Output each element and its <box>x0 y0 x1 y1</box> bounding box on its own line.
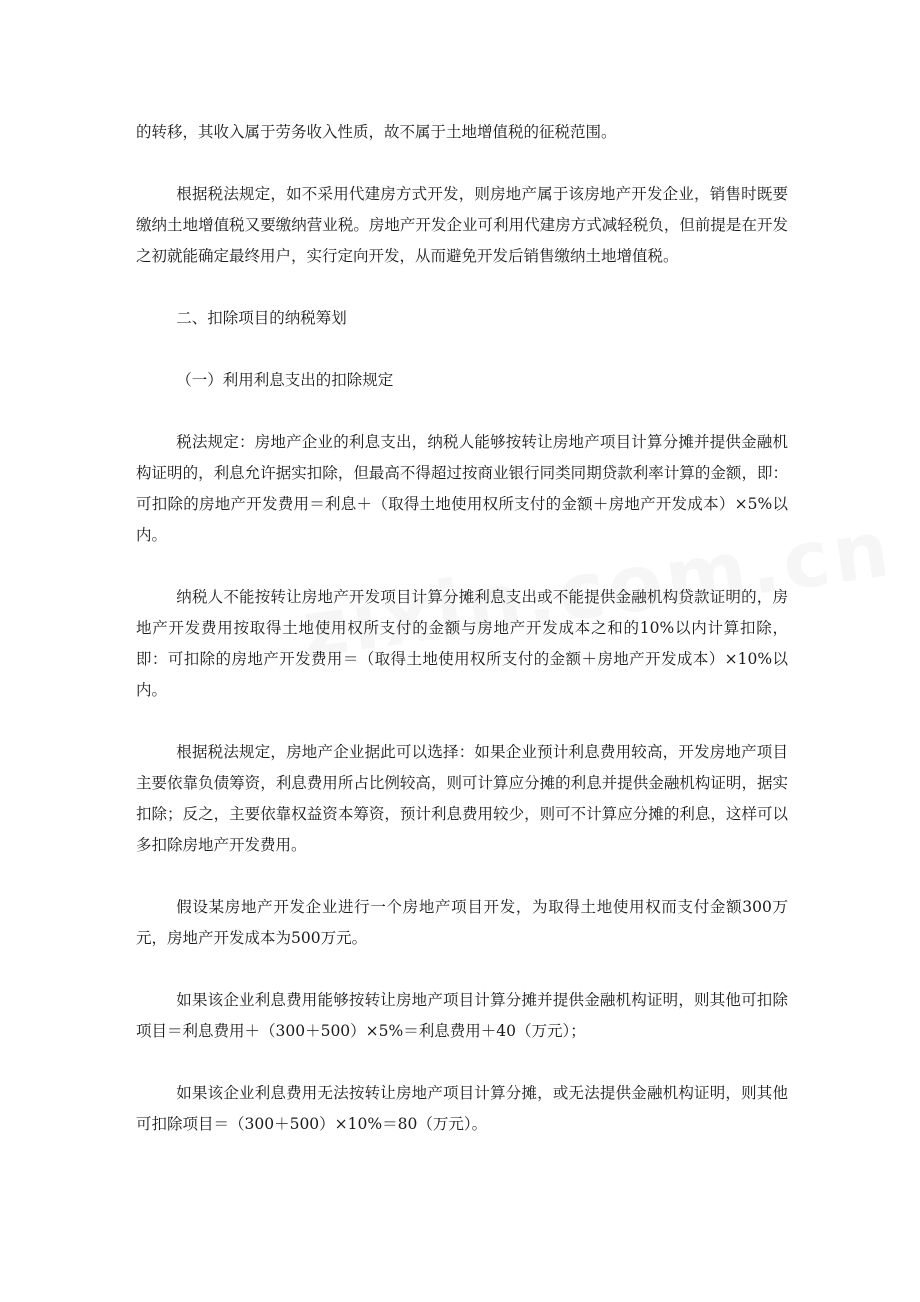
paragraph-continuation: 的转移，其收入属于劳务收入性质，故不属于土地增值税的征税范围。 <box>136 123 617 141</box>
paragraph-choice: 根据税法规定，房地产企业据此可以选择：如果企业预计利息费用较高，开发房地产项目主要依靠负债筹资，利息费用所占比例较高，则可计算应分摊的利息并提供金融机构证明，据实扣除；反之，主要依靠权益资本筹资，预计利息费用较少，则可不计算应分摊的利息，这样可以多扣除房地产开发费用。 <box>136 743 788 854</box>
subsection-heading: （一）利用利息支出的扣除规定 <box>176 371 394 389</box>
paragraph-case-without-proof: 如果该企业利息费用无法按转让房地产项目计算分摊，或无法提供金融机构证明，则其他可扣除项目＝（300＋500）×10%＝80（万元）。 <box>136 1084 788 1133</box>
paragraph-case-with-proof: 如果该企业利息费用能够按转让房地产项目计算分摊并提供金融机构证明，则其他可扣除项目＝利息费用＋（300＋500）×5%＝利息费用＋40（万元）； <box>136 991 788 1040</box>
paragraph-interest-rule: 税法规定：房地产企业的利息支出，纳税人能够按转让房地产项目计算分摊并提供金融机构证明的，利息允许据实扣除，但最高不得超过按商业银行同类同期贷款利率计算的金额，即：可扣除的房地产开发费用＝利息＋（取得土地使用权所支付的金额＋房地产开发成本）×5%以内。 <box>136 433 788 544</box>
paragraph-example: 假设某房地产开发企业进行一个房地产项目开发，为取得土地使用权而支付金额300万元，房地产开发成本为500万元。 <box>136 898 788 947</box>
section-heading: 二、扣除项目的纳税筹划 <box>176 309 347 327</box>
paragraph-no-proof-rule: 纳税人不能按转让房地产开发项目计算分摊利息支出或不能提供金融机构贷款证明的，房地产开发费用按取得土地使用权所支付的金额与房地产开发成本之和的10%以内计算扣除，即：可扣除的房地产开发费用＝（取得土地使用权所支付的金额＋房地产开发成本）×10%以内。 <box>136 588 788 699</box>
paragraph-tax-rule: 根据税法规定，如不采用代建房方式开发，则房地产属于该房地产开发企业，销售时既要缴纳土地增值税又要缴纳营业税。房地产开发企业可利用代建房方式减轻税负，但前提是在开发之初就能确定最终用户，实行定向开发，从而避免开发后销售缴纳土地增值税。 <box>136 185 788 265</box>
